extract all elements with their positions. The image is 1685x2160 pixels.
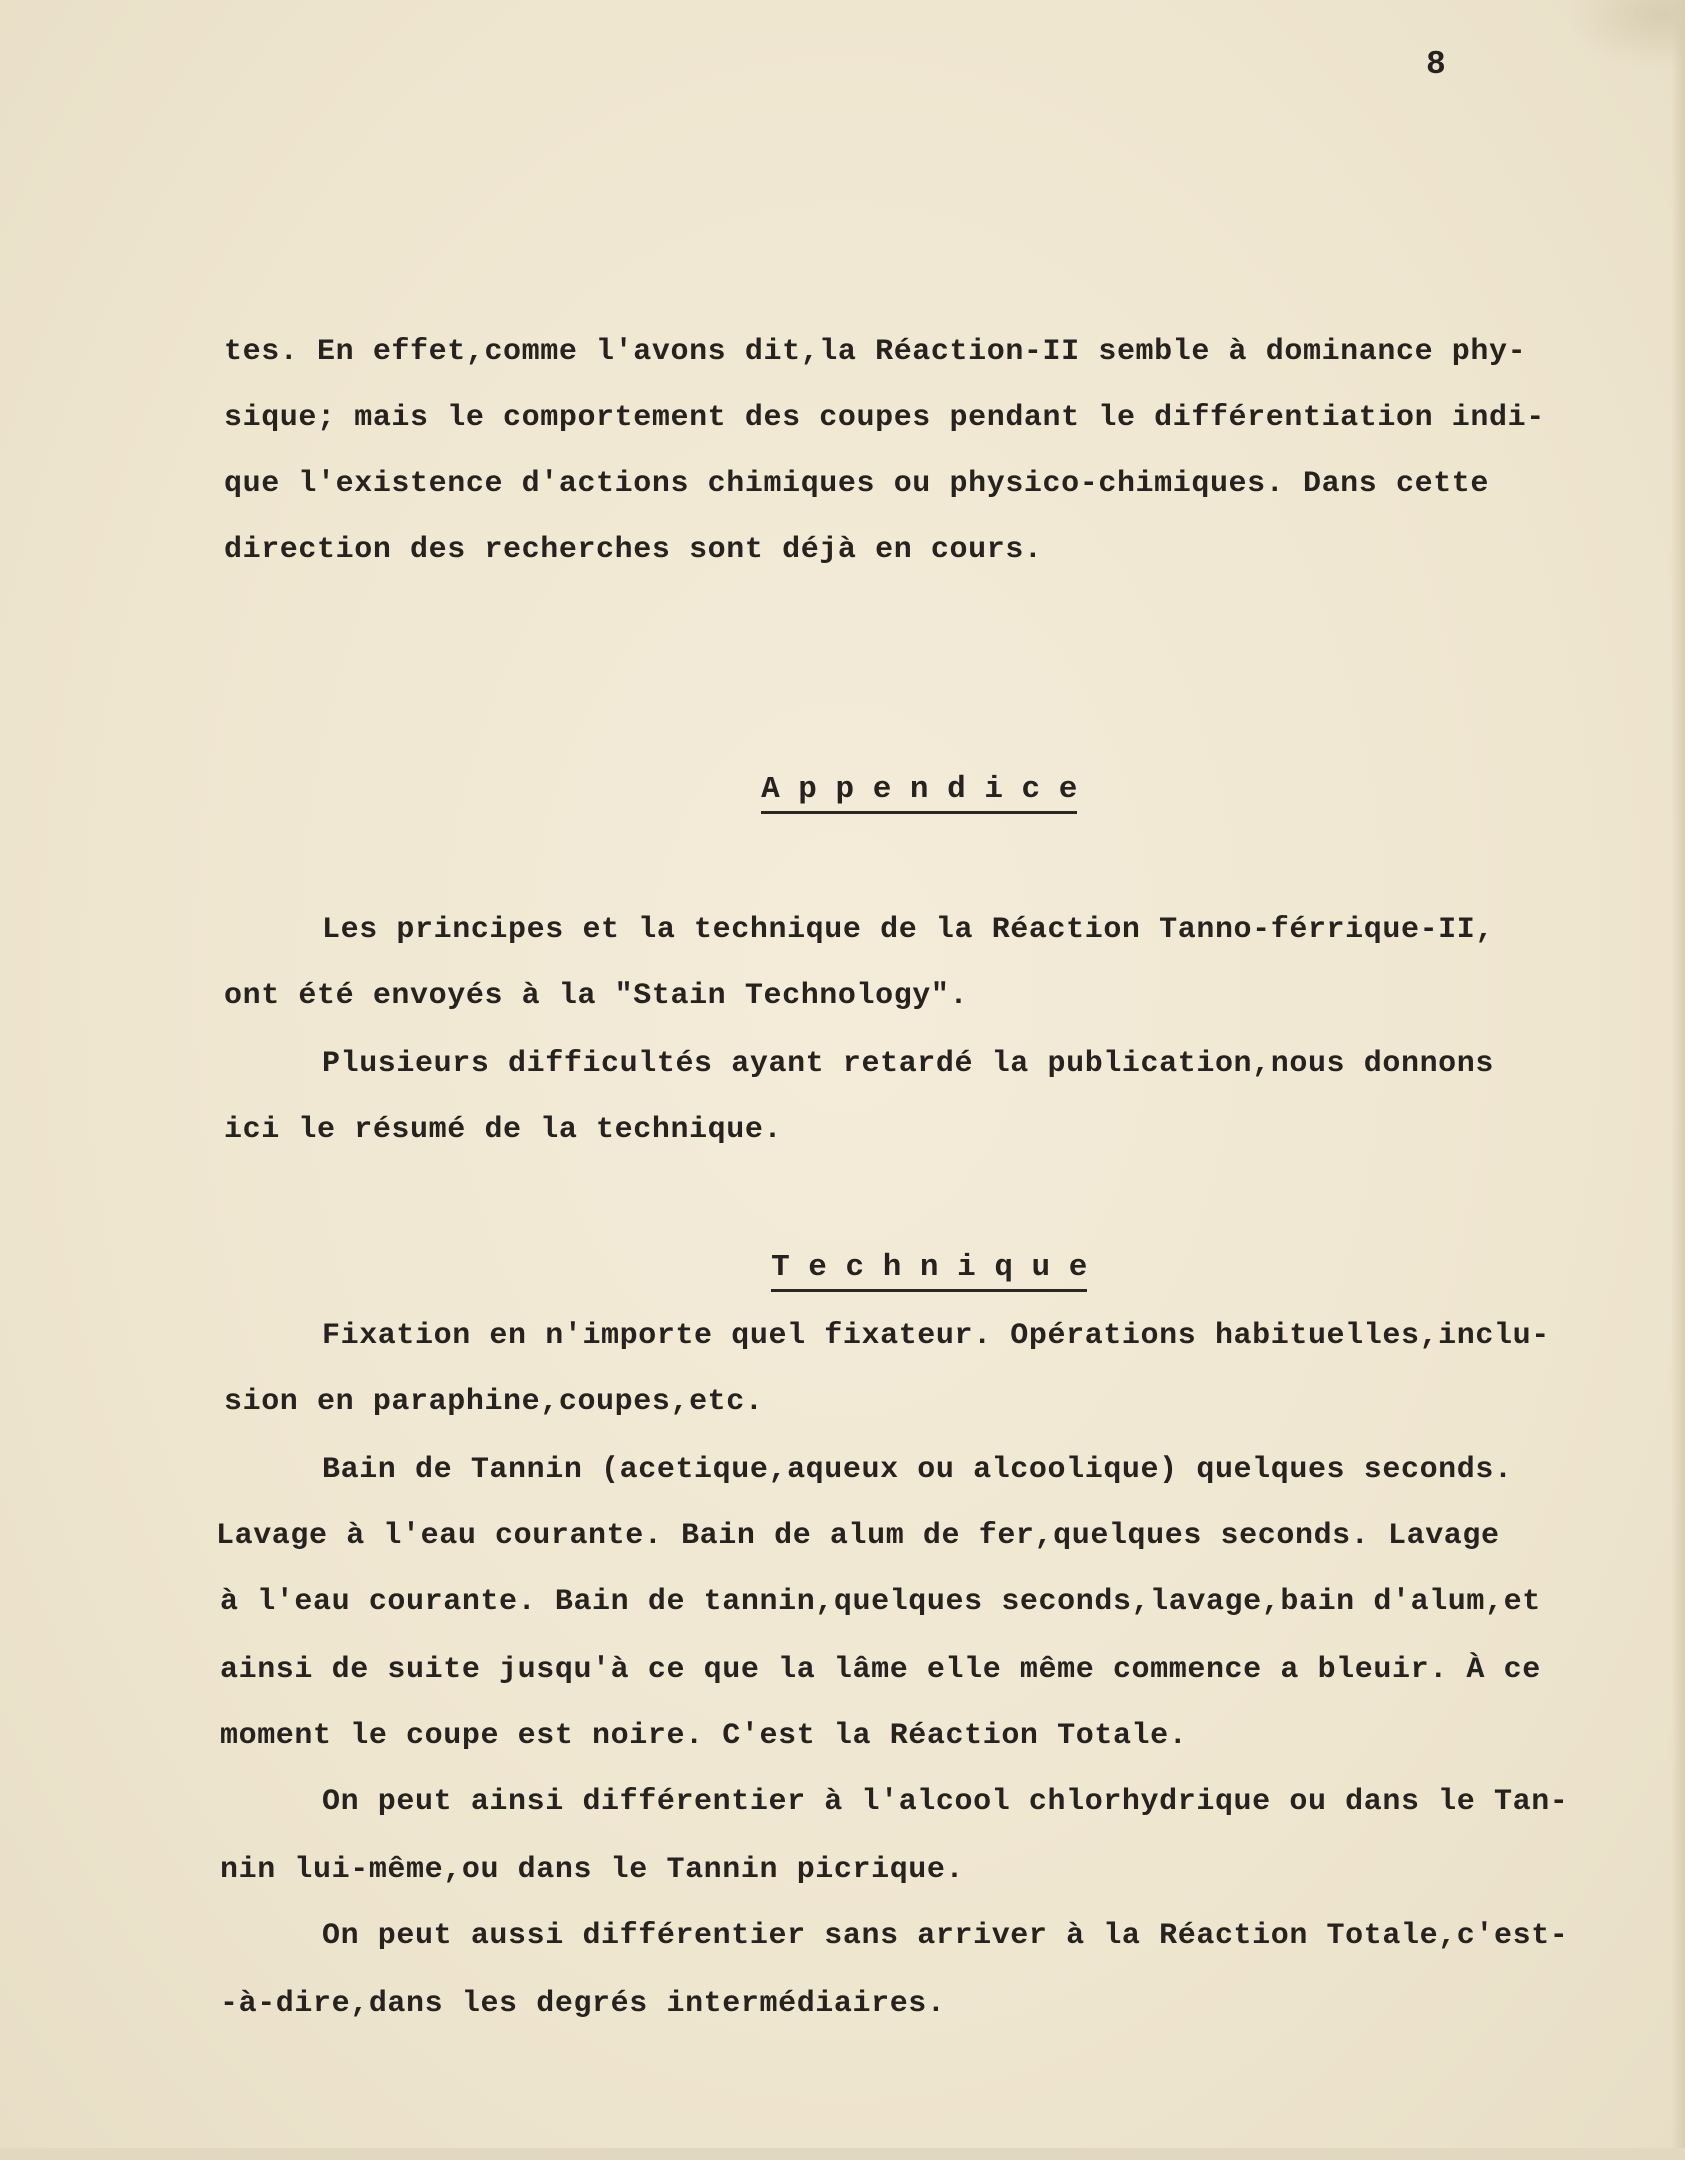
text-line: sique; mais le comportement des coupes pendant le différentiation indi- — [224, 401, 1545, 435]
text-line: sion en paraphine,coupes,etc. — [224, 1385, 764, 1419]
text-line: que l'existence d'actions chimiques ou physico-chimiques. Dans cette — [224, 467, 1489, 501]
page-edge-bottom — [0, 2148, 1685, 2160]
paper-stain — [1565, 0, 1685, 70]
text-line: Fixation en n'importe quel fixateur. Opérations habituelles,inclu- — [322, 1319, 1550, 1353]
text-line: -à-dire,dans les degrés intermédiaires. — [220, 1987, 946, 2021]
text-line: ici le résumé de la technique. — [224, 1113, 783, 1147]
text-line: Plusieurs difficultés ayant retardé la publication,nous donnons — [322, 1047, 1494, 1081]
text-line: moment le coupe est noire. C'est la Réaction Totale. — [220, 1719, 1188, 1753]
text-line: à l'eau courante. Bain de tannin,quelques seconds,lavage,bain d'alum,et — [220, 1585, 1541, 1619]
text-line: direction des recherches sont déjà en cours. — [224, 533, 1043, 567]
heading-appendice — [672, 736, 1092, 850]
text-line: ont été envoyés à la "Stain Technology". — [224, 979, 969, 1013]
text-line: Bain de Tannin (acetique,aqueux ou alcoolique) quelques seconds. — [322, 1453, 1513, 1487]
heading-technique-text: T e c h n i q u e — [771, 1250, 1087, 1292]
text-line: Lavage à l'eau courante. Bain de alum de fer,quelques seconds. Lavage — [216, 1519, 1500, 1553]
text-line: nin lui-même,ou dans le Tannin picrique. — [220, 1853, 965, 1887]
text-line: On peut ainsi différentier à l'alcool chlorhydrique ou dans le Tan- — [322, 1785, 1569, 1819]
text-line: On peut aussi différentier sans arriver à la Réaction Totale,c'est- — [322, 1919, 1569, 1953]
text-line: ainsi de suite jusqu'à ce que la lâme elle même commence a bleuir. À ce — [220, 1653, 1541, 1687]
heading-appendice-text: A p p e n d i c e — [761, 772, 1077, 814]
page-number: 8 — [1426, 46, 1446, 83]
text-line: tes. En effet,comme l'avons dit,la Réaction-II semble à dominance phy- — [224, 335, 1527, 369]
heading-technique — [692, 1214, 1092, 1328]
text-line: Les principes et la technique de la Réaction Tanno-férrique-II, — [322, 913, 1494, 947]
page-edge-right — [1671, 0, 1685, 2160]
